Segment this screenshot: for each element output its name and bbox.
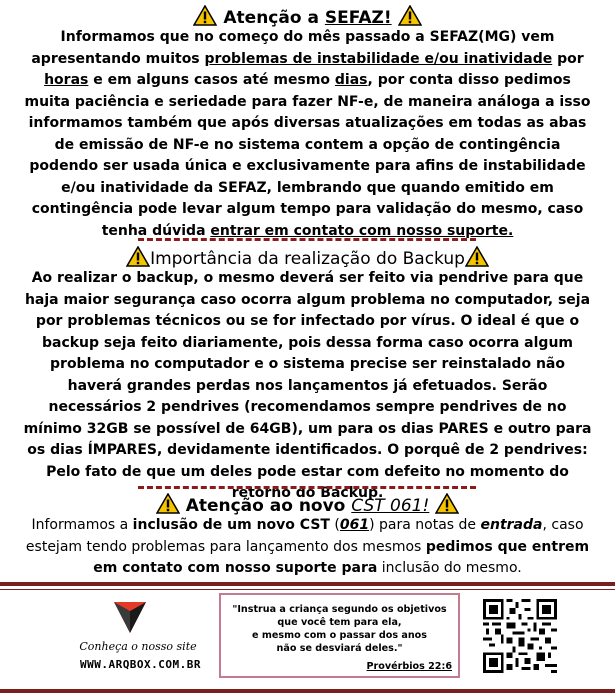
footer-bottom-rule [0, 689, 615, 693]
cst-title-emph: CST 061! [351, 496, 430, 516]
warning-icon [156, 493, 180, 514]
sefaz-title-emph: SEFAZ! [324, 8, 392, 28]
cst-code: 061 [339, 517, 370, 533]
qr-code-icon[interactable] [483, 599, 557, 673]
backup-paragraph: Ao realizar o backup, o mesmo deverá ser feito via pendrive para que haja maior segurança caso ocorra algum problema no computador, seja por problemas técnicos ou se for infectado por vírus. O ideal é que o backup seja feito diariamente, pois dessa forma caso ocorra algum problema no computador e o sistema precise ser reinstalado não haverá grandes perdas nos lançamentos já efetuados. Serão necessários 2 pendrives (recomendamos sempre pendrives de no mínimo 32GB se possível de 64GB), um para os dias PARES e outro para os dias ÍMPARES, devidamente identificados. O porquê de 2 pendrives: Pelo fato de que um deles pode estar com defeito no momento do retorno do Backup. [23, 270, 592, 501]
sefaz-title-prefix: Atenção a [223, 8, 325, 28]
quote-reference: Provérbios 22:6 [366, 661, 452, 672]
logo-caption: Conheça o nosso site [79, 640, 197, 653]
section-divider [138, 238, 476, 241]
warning-icon [398, 5, 422, 26]
footer-top-rule [0, 582, 615, 586]
website-url[interactable]: WWW.ARQBOX.COM.BR [79, 658, 202, 671]
arqbox-logo [112, 599, 148, 635]
support-request-emphasis: pedimos que entrem em contato com nosso suporte para [93, 538, 590, 576]
cst-title [0, 493, 615, 517]
cst-paragraph: Informamos a inclusão de um novo CST (061) para notas de entrada, caso estejam tendo problemas para lançamento dos mesmos pedimos que entrem em contato com nosso suporte para inclusão do mesmo. [25, 517, 590, 576]
support-contact-emphasis: entrar em contato com nosso suporte. [210, 222, 514, 239]
entry-emphasis: entrada [480, 517, 543, 533]
warning-icon [126, 246, 150, 267]
hours-emphasis: horas [44, 72, 89, 88]
new-cst-emphasis: inclusão de um novo CST [132, 517, 330, 533]
warning-icon [465, 246, 489, 267]
days-emphasis: dias [334, 72, 368, 88]
backup-title [0, 246, 615, 270]
sefaz-paragraph: Informamos que no começo do mês passado a SEFAZ(MG) vem apresentando muitos problemas de instabilidade e/ou inatividade por horas e em alguns casos até mesmo dias, por conta disso pedimos muita paciência e seriedade para fazer NF-e, de maneira análoga a isso informamos também que após diversas atualizações em todas as abas de emissão de NF-e no sistema contem a opção de contingência podendo ser usada única e exclusivamente para afins de instabilidade e/ou inatividade da SEFAZ, lembrando que quando emitido em contingência pode levar algum tempo para validação do mesmo, caso tenha dúvida entrar em contato com nosso suporte. [24, 29, 591, 239]
footer-top-thin-rule [0, 589, 615, 590]
section-divider [138, 486, 476, 489]
backup-title-text: Importância da realização do Backup [150, 249, 465, 269]
cst-title-prefix: Atenção ao novo [185, 496, 352, 516]
warning-icon [435, 493, 459, 514]
sefaz-title [0, 5, 615, 29]
warning-icon [193, 5, 217, 26]
bible-quote: "Instrua a criança segundo os objetivos que você tem para ela, e mesmo com o passar dos anos não se desviará deles." [232, 604, 447, 654]
quote-box [219, 593, 460, 678]
instability-emphasis: problemas de instabilidade e/ou inatividade [204, 50, 553, 67]
